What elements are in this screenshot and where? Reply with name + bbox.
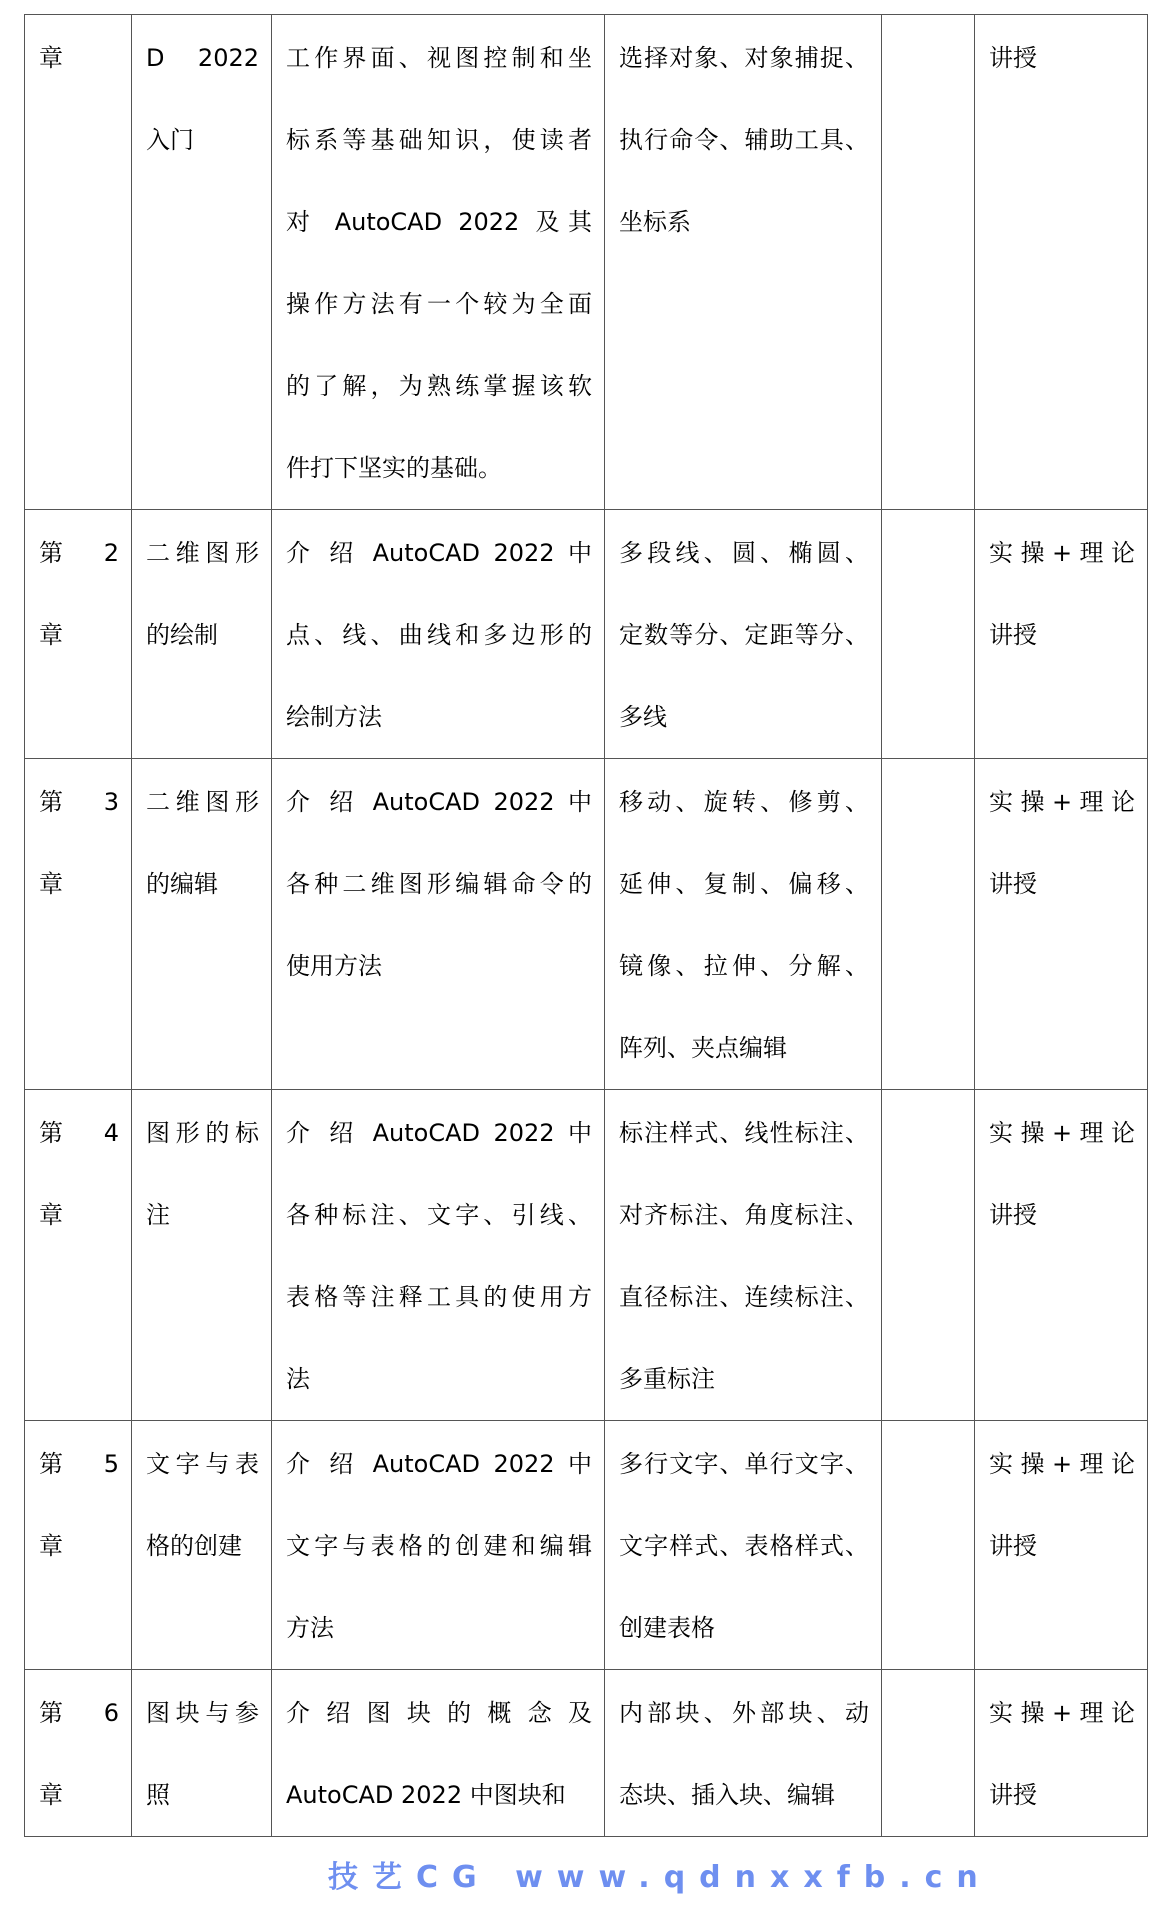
cell-line: 第 5 xyxy=(39,1450,119,1478)
cell-title xyxy=(132,759,272,1090)
cell-line: 标系等基础知识，使读者 xyxy=(286,126,592,154)
cell-line: 态块、插入块、编辑 xyxy=(619,1781,835,1809)
cell-hours xyxy=(882,510,975,759)
cell-hours xyxy=(882,759,975,1090)
watermark: 技艺CG www.qdnxxfb.cn xyxy=(328,1860,992,1895)
cell-line: 章 xyxy=(39,1532,63,1560)
cell-method xyxy=(975,510,1148,759)
cell-line: 执行命令、辅助工具、 xyxy=(619,126,869,154)
cell-line: 章 xyxy=(39,870,63,898)
cell-chapter xyxy=(25,15,132,510)
cell-line: 讲授 xyxy=(989,1781,1037,1809)
cell-line: 章 xyxy=(39,1781,63,1809)
cell-line: 讲授 xyxy=(989,1532,1037,1560)
cell-line: 介 绍 AutoCAD 2022 中 xyxy=(286,1450,592,1478)
cell-line: 创建表格 xyxy=(619,1614,715,1642)
cell-line: 多线 xyxy=(619,703,667,731)
cell-description xyxy=(272,759,605,1090)
cell-chapter xyxy=(25,1670,132,1837)
cell-line: 直径标注、连续标注、 xyxy=(619,1283,869,1311)
cell-line: 章 xyxy=(39,621,63,649)
cell-hours xyxy=(882,1670,975,1837)
cell-line: 照 xyxy=(146,1781,170,1809)
cell-line: 介 绍 AutoCAD 2022 中 xyxy=(286,1119,592,1147)
cell-line: 讲授 xyxy=(989,44,1037,72)
cell-line: 实操+理论 xyxy=(989,1699,1135,1727)
cell-line: 多重标注 xyxy=(619,1365,715,1393)
cell-hours xyxy=(882,15,975,510)
cell-line: 文字与表格的创建和编辑 xyxy=(286,1532,592,1560)
cell-line: 介 绍 图 块 的 概 念 及 xyxy=(286,1699,592,1727)
cell-line: AutoCAD 2022 中图块和 xyxy=(286,1781,566,1809)
cell-line: 多行文字、单行文字、 xyxy=(619,1450,869,1478)
cell-line: 表格等注释工具的使用方 xyxy=(286,1283,592,1311)
cell-line: D 2022 xyxy=(146,44,259,72)
cell-line: 第 2 xyxy=(39,539,119,567)
cell-key-points xyxy=(605,1090,882,1421)
cell-line: 图形的标 xyxy=(146,1119,259,1147)
cell-title xyxy=(132,1670,272,1837)
cell-key-points xyxy=(605,759,882,1090)
cell-line: 实操+理论 xyxy=(989,788,1135,816)
cell-line: 定数等分、定距等分、 xyxy=(619,621,869,649)
cell-line: 件打下坚实的基础。 xyxy=(286,454,502,482)
cell-line: 工作界面、视图控制和坐 xyxy=(286,44,592,72)
course-table-body xyxy=(25,15,1148,1837)
cell-description xyxy=(272,510,605,759)
cell-line: 的编辑 xyxy=(146,870,218,898)
cell-method xyxy=(975,1670,1148,1837)
cell-key-points xyxy=(605,1421,882,1670)
cell-line: 讲授 xyxy=(989,870,1037,898)
cell-line: 多段线、圆、椭圆、 xyxy=(619,539,869,567)
cell-method xyxy=(975,1421,1148,1670)
cell-line: 讲授 xyxy=(989,621,1037,649)
table-row xyxy=(25,15,1148,510)
table-row xyxy=(25,1670,1148,1837)
cell-line: 点、线、曲线和多边形的 xyxy=(286,621,592,649)
cell-key-points xyxy=(605,15,882,510)
cell-line: 第 3 xyxy=(39,788,119,816)
cell-line: 坐标系 xyxy=(619,208,691,236)
cell-line: 格的创建 xyxy=(146,1532,242,1560)
cell-title xyxy=(132,15,272,510)
cell-description xyxy=(272,1670,605,1837)
cell-line: 使用方法 xyxy=(286,952,382,980)
cell-line: 文字与表 xyxy=(146,1450,259,1478)
cell-line: 章 xyxy=(39,44,63,72)
course-table xyxy=(24,14,1148,1837)
table-row xyxy=(25,510,1148,759)
cell-chapter xyxy=(25,1421,132,1670)
cell-line: 实操+理论 xyxy=(989,539,1135,567)
cell-chapter xyxy=(25,759,132,1090)
table-row xyxy=(25,1421,1148,1670)
cell-line: 入门 xyxy=(146,126,194,154)
cell-chapter xyxy=(25,510,132,759)
cell-line: 介 绍 AutoCAD 2022 中 xyxy=(286,788,592,816)
cell-line: 注 xyxy=(146,1201,170,1229)
cell-line: 二维图形 xyxy=(146,539,259,567)
cell-line: 讲授 xyxy=(989,1201,1037,1229)
cell-line: 标注样式、线性标注、 xyxy=(619,1119,869,1147)
cell-hours xyxy=(882,1090,975,1421)
cell-line: 选择对象、对象捕捉、 xyxy=(619,44,869,72)
cell-method xyxy=(975,15,1148,510)
cell-chapter xyxy=(25,1090,132,1421)
cell-line: 实操+理论 xyxy=(989,1119,1135,1147)
cell-line: 内部块、外部块、动 xyxy=(619,1699,869,1727)
cell-key-points xyxy=(605,510,882,759)
cell-line: 图块与参 xyxy=(146,1699,259,1727)
cell-line: 各种标注、文字、引线、 xyxy=(286,1201,592,1229)
cell-line: 二维图形 xyxy=(146,788,259,816)
cell-description xyxy=(272,15,605,510)
cell-line: 章 xyxy=(39,1201,63,1229)
cell-line: 介 绍 AutoCAD 2022 中 xyxy=(286,539,592,567)
cell-method xyxy=(975,1090,1148,1421)
cell-line: 第 4 xyxy=(39,1119,119,1147)
cell-line: 阵列、夹点编辑 xyxy=(619,1034,787,1062)
cell-line: 的了解，为熟练掌握该软 xyxy=(286,372,592,400)
cell-hours xyxy=(882,1421,975,1670)
cell-line: 对 AutoCAD 2022 及其 xyxy=(286,208,592,236)
cell-title xyxy=(132,510,272,759)
cell-title xyxy=(132,1090,272,1421)
cell-title xyxy=(132,1421,272,1670)
cell-line: 操作方法有一个较为全面 xyxy=(286,290,592,318)
cell-line: 镜像、拉伸、分解、 xyxy=(619,952,869,980)
table-row xyxy=(25,1090,1148,1421)
cell-line: 实操+理论 xyxy=(989,1450,1135,1478)
cell-line: 法 xyxy=(286,1365,310,1393)
cell-line: 绘制方法 xyxy=(286,703,382,731)
table-row xyxy=(25,759,1148,1090)
cell-method xyxy=(975,759,1148,1090)
cell-line: 延伸、复制、偏移、 xyxy=(619,870,869,898)
cell-line: 对齐标注、角度标注、 xyxy=(619,1201,869,1229)
cell-line: 文字样式、表格样式、 xyxy=(619,1532,869,1560)
cell-line: 移动、旋转、修剪、 xyxy=(619,788,869,816)
cell-line: 的绘制 xyxy=(146,621,218,649)
cell-description xyxy=(272,1090,605,1421)
cell-line: 方法 xyxy=(286,1614,334,1642)
cell-line: 各种二维图形编辑命令的 xyxy=(286,870,592,898)
cell-line: 第 6 xyxy=(39,1699,119,1727)
cell-key-points xyxy=(605,1670,882,1837)
cell-description xyxy=(272,1421,605,1670)
